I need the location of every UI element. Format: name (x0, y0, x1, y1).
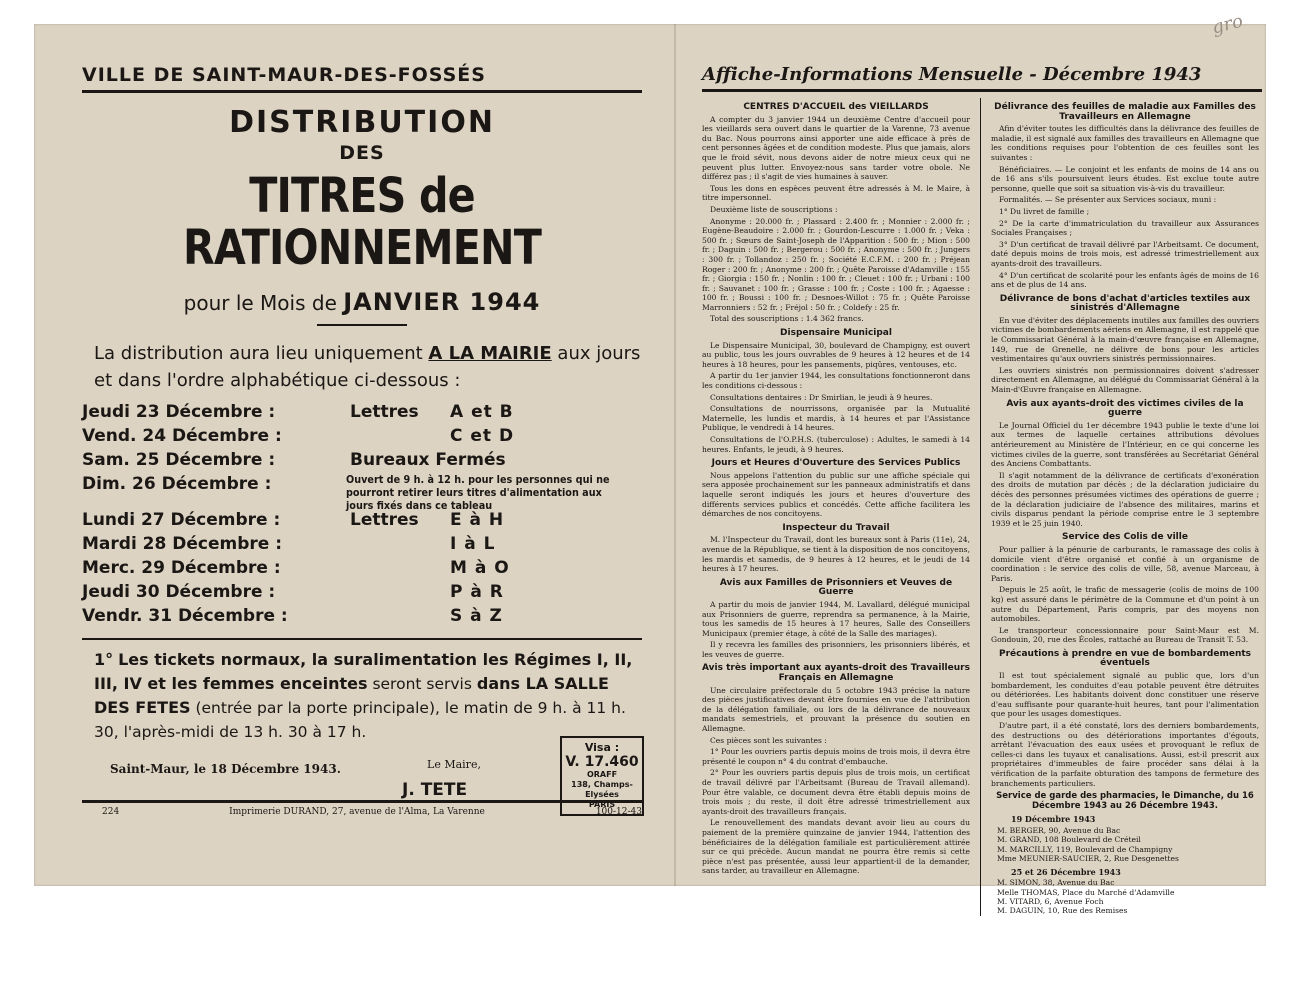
intro-part-a: La distribution aura lieu uniquement (94, 343, 423, 364)
section-paragraph: Consultations dentaires : Dr Smirlian, le jeudi à 9 heures. (710, 392, 933, 402)
month-prefix: pour le Mois de (183, 291, 337, 315)
note-mid: seront servis (372, 675, 472, 693)
section-heading: Délivrance des feuilles de maladie aux Familles des Travailleurs en Allemagne (994, 102, 1256, 122)
section-paragraph: Anonyme : 20.000 fr. ; Plassard : 2.400 fr. ; Monnier : 2.000 fr. ; Eugène-Beaudoire : 2.000 fr. ; Gourdon-Lescurre : 1.000 fr. ; Veka : 500 fr. ; Sœurs de Saint-Joseph de l'Apparition : 500 fr. ; Mion : 500 fr. ; Daguin : 500 fr. ; Bergerou : 500 fr. ; Anonyme : 500 fr. ; Jungers : 300 fr. ; Tollandoz : 250 fr. ; Société E.C.F.M. : 200 fr. ; Préjean Roger : 200 fr. ; Anonyme : 200 fr. ; Quête Paroisse d'Adamville : 155 fr. ; Giorgia : 150 fr. ; Nonlin : 100 fr. ; Cleuet : 100 fr. ; Urbani : 100 fr. ; Sauvanet : 100 fr. ; Grasse : 100 fr. ; Coste : 100 fr. ; Agaesse : 100 fr. ; Boussi : 100 fr. ; Desnoes-Willot : 75 fr. ; Quête Paroisse Marronniers : 52 fr. ; Fréjol : 50 fr. ; Coldefy : 25 fr. (702, 216, 970, 312)
note-number: 1° (94, 650, 114, 669)
pharmacy-entry: M. BERGER, 90, Avenue du Bac (997, 825, 1121, 835)
pharmacy-entry: M. GRAND, 108 Boulevard de Créteil (997, 835, 1141, 845)
heading-rule (82, 90, 642, 93)
section-paragraph: 2° De la carte d'immatriculation du travailleur aux Assurances Sociales Françaises ; (991, 218, 1259, 238)
pharmacy-entry: M. VITARD, 6, Avenue Foch (997, 897, 1104, 906)
schedule-label: Lettres (350, 510, 419, 530)
schedule-day: Lundi 27 Décembre : (82, 510, 281, 530)
schedule-label (350, 558, 450, 578)
pharmacy-list (991, 815, 1259, 915)
poster-sheet (34, 10, 1266, 916)
note-bold-2: dans LA SALLE DES FETES (94, 674, 609, 717)
section-paragraph: A compter du 3 janvier 1944 un deuxième Centre d'accueil pour les vieillards sera ouvert dans le quartier de la Varenne, 73 avenue du Bac. Nous pourrons ainsi apporter une aide efficace à près de cent personnes âgées et de condition modeste. Plus que jamais, alors que le froid sévit, nous devons aider de notre mieux ceux qui ne peuvent plus lutter. Envoyez-nous sans tarder votre obole. Ne différez pas ; il s'agit de vies humaines à sauver. (702, 114, 970, 182)
pharmacy-title: Service de garde des pharmacies, le Dimanche, du 16 Décembre 1943 au 26 Décembre 1943. (996, 791, 1254, 811)
schedule-rule (82, 638, 642, 640)
left-panel (82, 64, 642, 812)
section-heading: Avis très important aux ayants-droit des Travailleurs Français en Allemagne (702, 663, 970, 684)
place-date: Saint-Maur, le 18 Décembre 1943. (110, 762, 341, 776)
fold-line (674, 24, 676, 886)
section-paragraph: Deuxième liste de souscriptions : (710, 204, 838, 214)
section-paragraph: D'autre part, il a été constaté, lors des derniers bombardements, des destructions ou des détériorations importantes d'égouts, arrêtant l'évacuation des eaux usées et provoquant le reflux de celles-ci dans les tuyaux et canalisations. Aussi, est-il prescrit aux propriétaires d'immeubles de faire procéder sans délai à la vérification de la parfaite obturation des tampons de fermeture des branchements particuliers. (991, 721, 1259, 788)
schedule-day: Mardi 28 Décembre : (82, 534, 283, 554)
schedule-row (82, 582, 642, 606)
section-paragraph: 3° D'un certificat de travail délivré par l'Arbeitsamt. Ce document, daté depuis moins de trois mois, est adressé trimestriellement aux ayants-droit des travailleurs. (991, 239, 1259, 268)
section-heading: Avis aux ayants-droit des victimes civiles de la guerre (1006, 398, 1244, 419)
column-right-sections (991, 103, 1259, 788)
schedule-row (82, 402, 642, 426)
schedule-letters (350, 582, 630, 602)
section-heading: Dispensaire Municipal (780, 328, 892, 339)
pharmacy-date: 25 et 26 Décembre 1943 (1011, 866, 1121, 877)
town-heading: VILLE DE SAINT-MAUR-DES-FOSSÉS (82, 64, 486, 86)
schedule-letters (350, 606, 630, 626)
printer-footer (82, 800, 642, 817)
section-paragraph: Le Journal Officiel du 1er décembre 1943 publie le texte d'une loi aux termes de laquelle certaines attributions dévolues antérieurement au Ministère de l'Intérieur, en ce qui concerne les victimes civiles de la guerre, sont transférées au Secrétariat Général des Anciens Combattants. (991, 420, 1259, 469)
pharmacy-entry: M. DAGUIN, 10, Rue des Remises (997, 906, 1128, 916)
schedule-letters (350, 558, 630, 578)
schedule-day: Dim. 26 Décembre : (82, 474, 272, 494)
schedule-row (82, 558, 642, 582)
intro-part-b: aux jours (557, 343, 641, 364)
schedule-row (82, 426, 642, 450)
intro-part-c: et dans l'ordre alphabétique ci-dessous : (94, 370, 461, 391)
pharmacy-entry: M. SIMON, 38, Avenue du Bac (997, 878, 1115, 888)
schedule-letters (350, 534, 630, 554)
pharmacy-entry: Mme MEUNIER-SAUCIER, 2, Rue Desgenettes (997, 854, 1179, 864)
footer-number: 224 (102, 807, 120, 817)
distribution-title: DISTRIBUTION (229, 105, 495, 140)
footer-ref: 100-12-43 (595, 807, 642, 817)
schedule-pair: S à Z (450, 606, 503, 626)
section-heading: Jours et Heures d'Ouverture des Services Publics (711, 458, 961, 469)
section-heading: Inspecteur du Travail (782, 522, 890, 533)
schedule-day: Vend. 24 Décembre : (82, 426, 282, 446)
section-paragraph: M. l'Inspecteur du Travail, dont les bureaux sont à Paris (11e), 24, avenue de la République, se tient à la disposition de nos concitoyens, les mardis et samedis, de 9 heures à 12 heures, et le jeudi de 14 heures à 17 heures. (702, 535, 970, 574)
section-paragraph: Formalités. — Se présenter aux Services sociaux, muni : (999, 195, 1217, 205)
note-bold-1: Les tickets normaux, la suralimentation les Régimes I, II, III, IV et les femmes enceintes (94, 650, 633, 693)
visa-label: Visa : (584, 741, 620, 754)
section-paragraph: Il est tout spécialement signalé au public que, lors d'un bombardement, les conduites d'eau potable peuvent être détruites ou détériorées. Les habitants doivent donc constituer une réserve d'eau suffisante pour quarante-huit heures, tant pour l'alimentation que pour les usages domestiques. (991, 671, 1259, 719)
schedule-letters (350, 450, 630, 470)
section-heading: Délivrance de bons d'achat d'articles textiles aux sinistrés d'Allemagne (999, 293, 1251, 314)
pharmacy-entry: M. MARCILLY, 119, Boulevard de Champigny (997, 844, 1173, 854)
section-paragraph: Tous les dons en espèces peuvent être adressés à M. le Maire, à titre impersonnel. (702, 183, 970, 203)
schedule-pair: A et B (450, 402, 514, 422)
section-paragraph: Ces pièces sont les suivantes : (710, 735, 827, 745)
section-paragraph: Depuis le 25 août, le trafic de messagerie (colis de moins de 100 kg) est assuré dans le périmètre de la Commune et d'un point à un autre du Département, Paris compris, par des moyens non automobiles. (991, 585, 1259, 624)
des-title: DES (339, 142, 385, 164)
maire-label: Le Maire, (427, 758, 481, 771)
pharmacy-entry: Melle THOMAS, Place du Marché d'Adamville (997, 887, 1175, 897)
schedule-pair: E à H (450, 510, 505, 530)
schedule-day: Merc. 29 Décembre : (82, 558, 281, 578)
main-title: TITRES de RATIONNEMENT (182, 168, 542, 276)
section-paragraph: Il y recevra les familles des prisonniers, les prisonniers libérés, et les veuves de guerre. (702, 640, 970, 659)
section-heading: Avis aux Familles de Prisonniers et Veuves de Guerre (719, 577, 953, 598)
section-paragraph: Total des souscriptions : 1.4 362 francs. (710, 314, 864, 324)
section-paragraph: Une circulaire préfectorale du 5 octobre 1943 précise la nature des pièces justificatives devant être fournies en vue de l'attribution de la délégation familiale, ou lors de la délivrance de nouveaux mandats semestriels, et prouvant la présence du soutien en Allemagne. (702, 685, 970, 734)
schedule-row (82, 450, 642, 474)
bulletin-rule (702, 89, 1262, 92)
section-paragraph: 1° Du livret de famille ; (999, 206, 1090, 216)
bulletin-columns (702, 98, 1262, 916)
bulletin-heading: Affiche-Informations Mensuelle - Décembre 1943 (702, 64, 1202, 85)
visa-line-3: PARIS (588, 800, 616, 809)
schedule-table (82, 402, 642, 630)
schedule-pair: P à R (450, 582, 504, 602)
schedule-row (82, 606, 642, 630)
section-paragraph: Le renouvellement des mandats devant avoir lieu au cours du paiement de la première quinzaine de janvier 1944, l'attention des bénéficiaires de la délégation familiale est particulièrement attirée sur ce qui précède. Aucun mandat ne pourra être remis si cette pièce n'est pas présentée, aussi leur appartient-il de la demander, sans tarder, au travailleur en Allemagne. (702, 818, 970, 876)
section-paragraph: 2° Pour les ouvriers partis depuis plus de trois mois, un certificat de travail délivré par l'Arbeitsamt (Bureau de Travail allemand). Pour être valable, ce document devra être établi depuis moins de trois mois ; du reste, il doit être adressé trimestriellement aux ayants-droit des travailleurs français. (702, 768, 970, 816)
section-paragraph: 4° D'un certificat de scolarité pour les enfants âgés de moins de 16 ans et de plus de 14 ans. (991, 270, 1259, 290)
section-heading: Précautions à prendre en vue de bombardements éventuels (998, 648, 1252, 669)
schedule-letters (350, 510, 630, 530)
right-panel (702, 64, 1262, 916)
section-paragraph: Consultations de nourrissons, organisée par la Mutualité Maternelle, les lundis et mardis, à 14 heures et par l'Assistance Publique, le vendredi à 14 heures. (702, 404, 970, 433)
salle-des-fetes-note (82, 648, 642, 744)
schedule-letters (350, 402, 630, 422)
schedule-day: Vendr. 31 Décembre : (82, 606, 288, 626)
section-paragraph: Pour pallier à la pénurie de carburants, le ramassage des colis à domicile vient d'être organisé et confié à un organisme de coordination : le service des colis de ville, 58, avenue Marceau, à Paris. (991, 544, 1259, 583)
schedule-label (350, 534, 450, 554)
schedule-row (82, 534, 642, 558)
bulletin-column-right (980, 98, 1259, 916)
schedule-pair: M à O (450, 558, 510, 578)
note-rest: (entrée par la porte principale), le matin de 9 h. à 11 h. 30, l'après-midi de 13 h. 30 à 17 h. (94, 699, 626, 741)
pencil-annotation: gro (1209, 10, 1246, 39)
visa-line-2: 138, Champs-Elysées (571, 780, 633, 799)
schedule-row (82, 474, 642, 510)
section-paragraph: Nous appelons l'attention du public sur une affiche spéciale qui sera apposée prochainement sur les panneaux administratifs et dans laquelle seront indiqués les jours et heures d'ouverture des différents services publics et concédés. Cette affiche facilitera les démarches de nos concitoyens. (702, 470, 970, 519)
section-paragraph: En vue d'éviter des déplacements inutiles aux familles des ouvriers victimes de bombardements aériens en Allemagne, il est rappelé que le Commissariat Général à la main-d'œuvre française en Allemagne, 149, rue de Grenelle, ne délivre de bons pour les articles vestimentaires qu'aux ouvriers sinistrés permissionnaires. (991, 315, 1259, 364)
schedule-pair: I à L (450, 534, 496, 554)
schedule-label (350, 582, 450, 602)
schedule-day: Sam. 25 Décembre : (82, 450, 276, 470)
intro-text (82, 340, 642, 394)
section-paragraph: A partir du 1er janvier 1944, les consultations fonctionneront dans les conditions ci-dessous : (702, 371, 970, 391)
visa-line-1: ORAFF (586, 770, 618, 779)
section-paragraph: A partir du mois de janvier 1944, M. Lavallard, délégué municipal aux Prisonniers de guerre, reprendra sa permanence, à la Mairie, tous les samedis de 15 heures à 17 heures, Salle des Conseillers Municipaux (premier étage, à côté de la Salle des mariages). (702, 599, 970, 638)
section-paragraph: Bénéficiaires. — Le conjoint et les enfants de moins de 14 ans ou de 16 ans s'ils poursuivent leurs études. Est exclue toute autre personne, quelle que soit sa situation vis-à-vis du travailleur. (991, 164, 1259, 193)
visa-number: V. 17.460 (565, 754, 639, 770)
short-rule (317, 324, 407, 326)
pharmacy-date: 19 Décembre 1943 (1011, 814, 1096, 825)
section-heading: CENTRES D'ACCUEIL des VIEILLARDS (743, 102, 929, 112)
schedule-label: Lettres (350, 402, 419, 422)
section-paragraph: Consultations de l'O.P.H.S. (tuberculose) : Adultes, le samedi à 14 heures. Enfants, le jeudi, à 9 heures. (702, 435, 970, 454)
section-paragraph: Les ouvriers sinistrés non permissionnaires doivent s'adresser directement en Allemagne, au délégué du Commissariat Général à la Main-d'Œuvre française en Allemagne. (991, 365, 1259, 395)
schedule-label (350, 426, 450, 446)
schedule-pair: C et D (450, 426, 515, 446)
intro-mairie: A LA MAIRIE (428, 343, 552, 364)
maire-name: J. TETE (402, 780, 468, 800)
bulletin-column-left (702, 98, 980, 916)
schedule-day: Jeudi 30 Décembre : (82, 582, 276, 602)
section-heading: Service des Colis de ville (1062, 532, 1188, 543)
footer-printer: Imprimerie DURAND, 27, avenue de l'Alma, La Varenne (229, 807, 485, 817)
schedule-letters (350, 426, 630, 446)
section-paragraph: Le Dispensaire Municipal, 30, boulevard de Champigny, est ouvert au public, tous les jours ouvrables de 9 heures à 12 heures et de 14 heures à 18 heures, pour les pansements, piqûres, ventouses, etc. (702, 340, 970, 369)
schedule-day: Jeudi 23 Décembre : (82, 402, 276, 422)
month-line (82, 288, 642, 316)
section-paragraph: 1° Pour les ouvriers partis depuis moins de trois mois, il devra être présenté le coupon n° 4 du contrat d'embauche. (702, 747, 970, 766)
schedule-label: Bureaux Fermés (350, 450, 506, 470)
month-value: JANVIER 1944 (343, 288, 541, 316)
schedule-open-note: Ouvert de 9 h. à 12 h. pour les personnes qui ne pourront retirer leurs titres d'alimentation aux jours fixés dans ce tableau (346, 474, 610, 512)
section-paragraph: Afin d'éviter toutes les difficultés dans la délivrance des feuilles de maladie, il est signalé aux familles des travailleurs en Allemagne que les conditions requises pour l'obtention de ces feuilles sont les suivantes : (991, 124, 1259, 162)
schedule-label (350, 606, 450, 626)
schedule-row (82, 510, 642, 534)
section-paragraph: Il s'agit notamment de la délivrance de certificats d'exonération des droits de mutation par décès ; de la déclaration judiciaire du décès des personnes présumées victimes des opérations de guerre ; de la déclaration judiciaire de l'absence des militaires, marins et civils disparus pendant la période comprise entre le 3 septembre 1939 et le 25 juin 1940. (991, 470, 1259, 528)
section-paragraph: Le transporteur concessionnaire pour Saint-Maur est M. Gondouin, 20, rue des Écoles, rattaché au Bureau de Transit T. 53. (991, 625, 1259, 645)
